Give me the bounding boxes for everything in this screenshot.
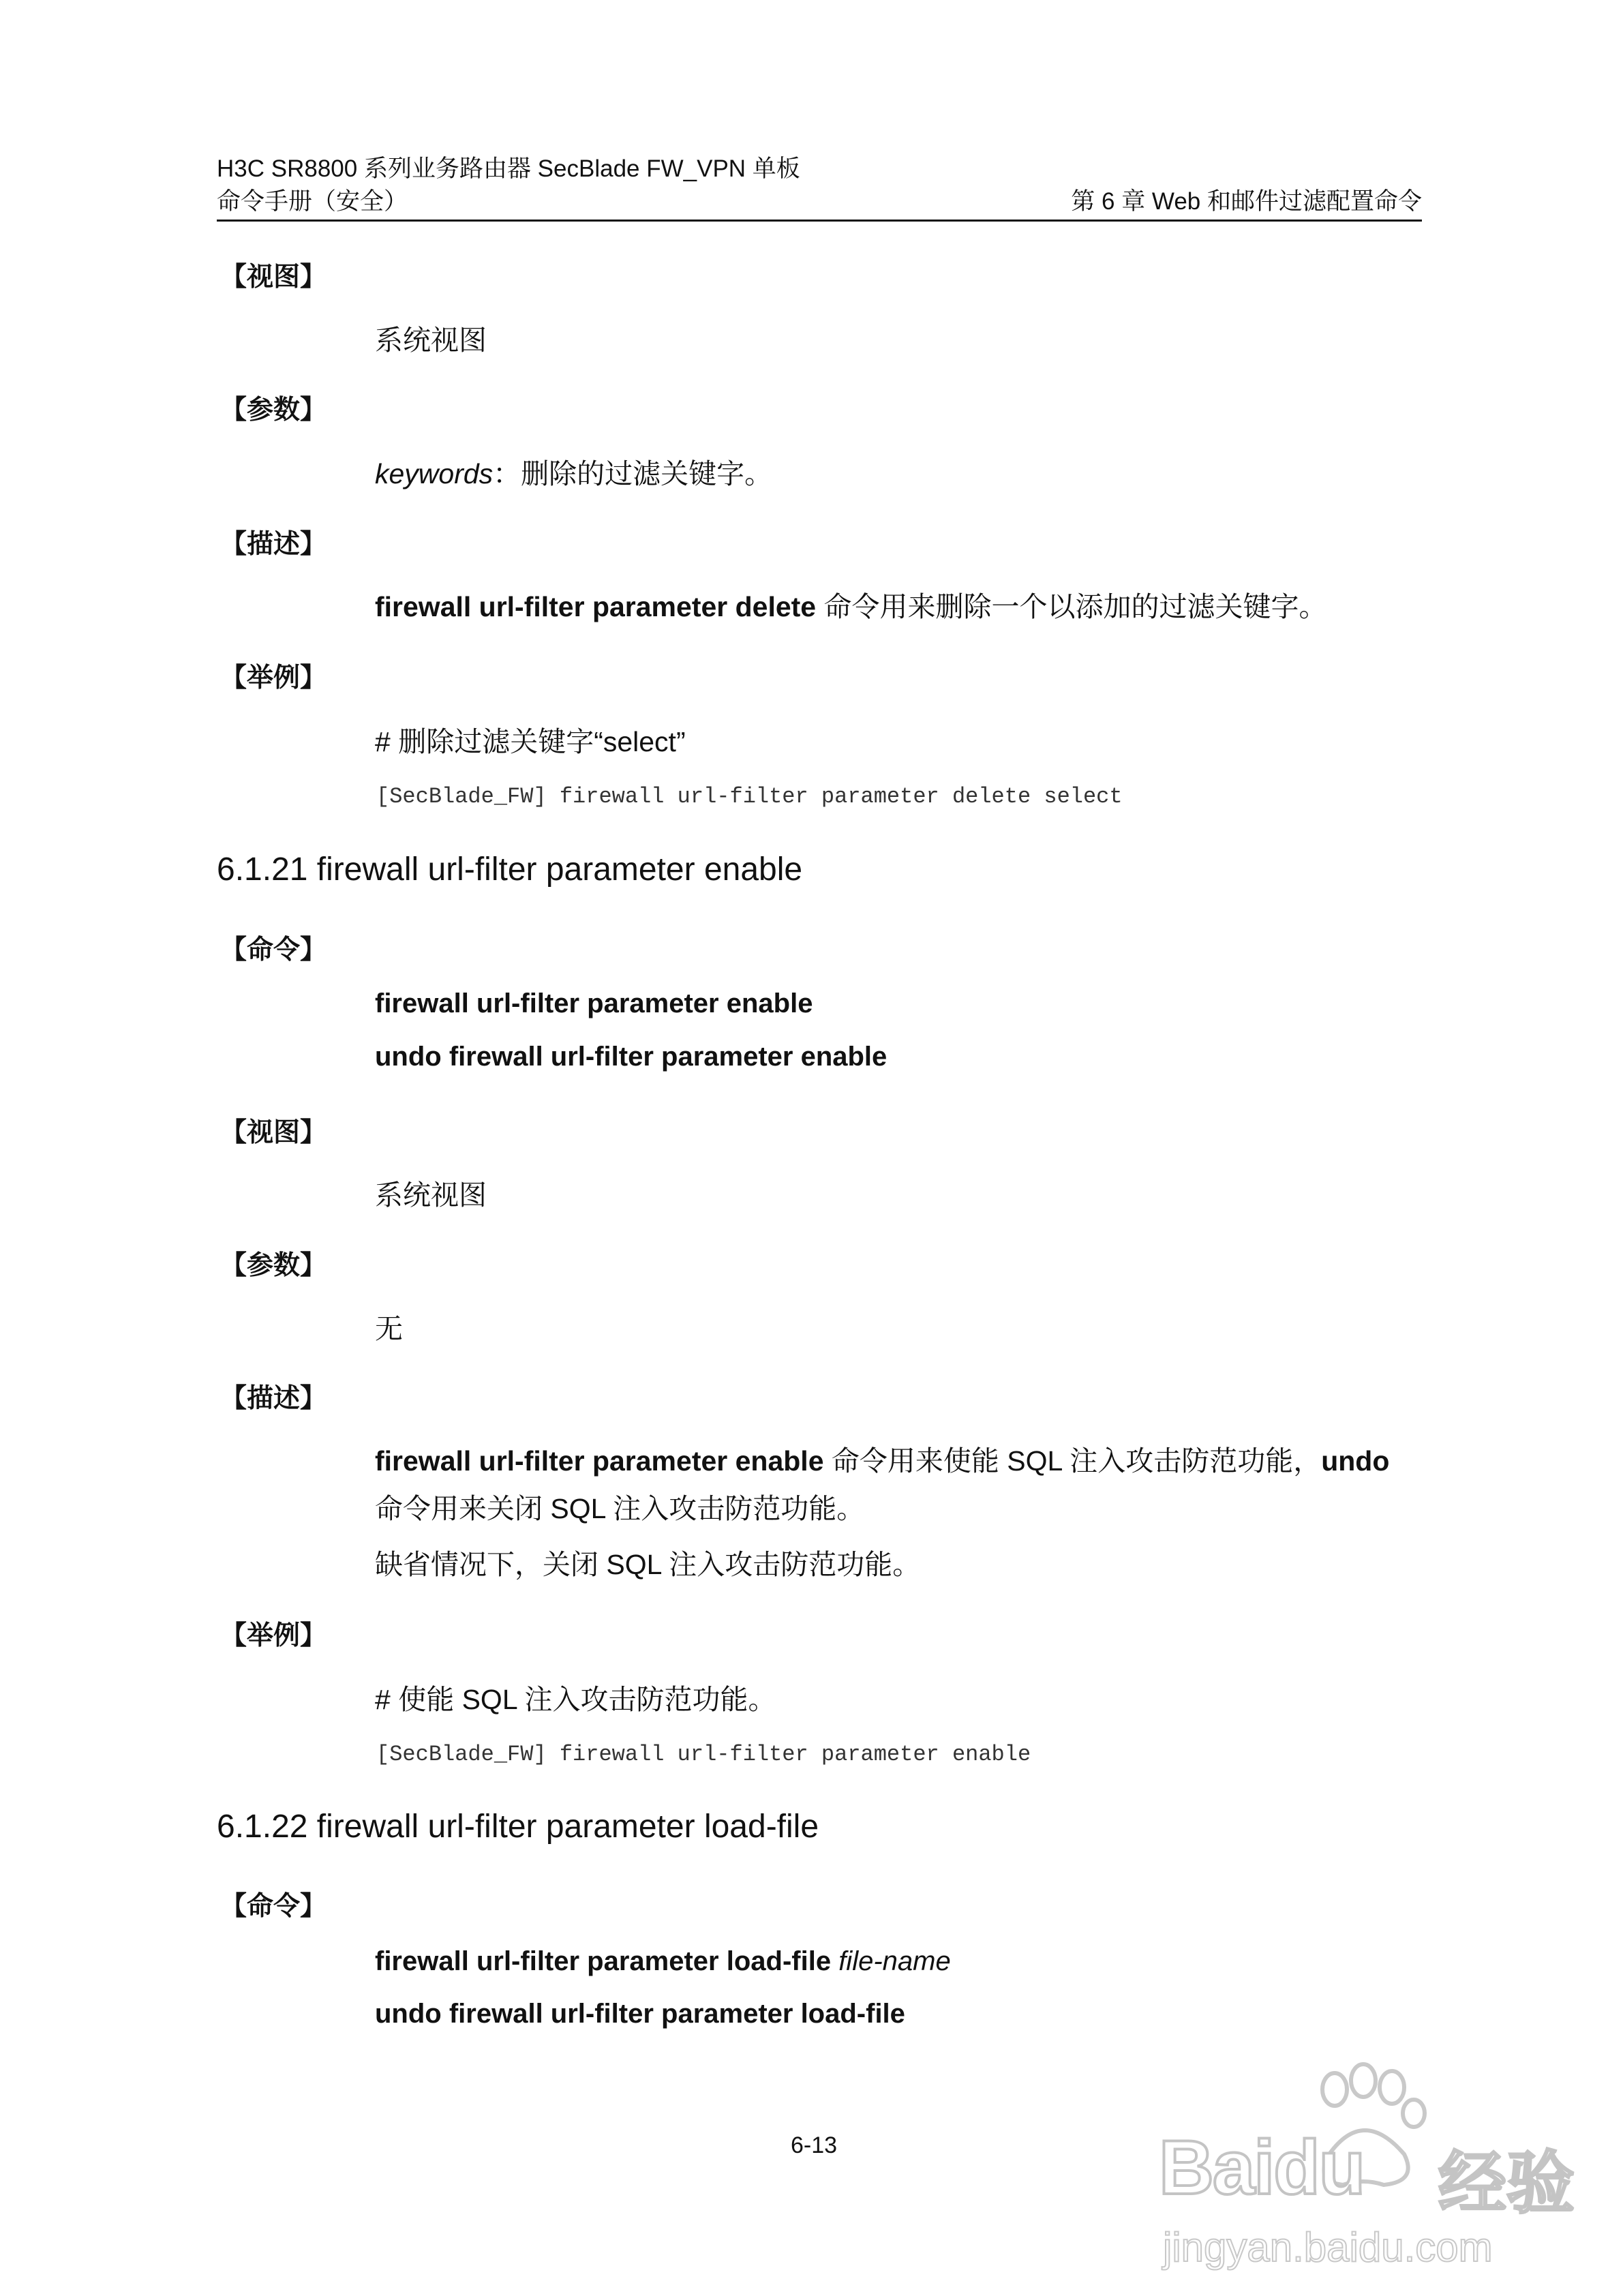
example-heading: 【举例】: [220, 663, 327, 693]
param-name: keywords: [375, 458, 494, 489]
desc-command: firewall url-filter parameter delete: [375, 591, 817, 622]
params-heading: 【参数】: [220, 395, 327, 425]
example-heading: 【举例】: [220, 1621, 327, 1650]
command-load-file-arg: file-name: [838, 1946, 951, 1976]
command-heading: 【命令】: [220, 1892, 327, 1921]
desc-command: firewall url-filter parameter enable: [375, 1445, 824, 1477]
watermark-brand: Baidu: [1159, 2125, 1365, 2210]
desc-line: [375, 584, 1327, 624]
command-heading: 【命令】: [220, 935, 327, 965]
command-enable: firewall url-filter parameter enable: [375, 988, 813, 1018]
desc-undo: undo: [1321, 1445, 1390, 1477]
watermark-url: jingyan.baidu.com: [1163, 2224, 1493, 2270]
desc-heading: 【描述】: [220, 1384, 327, 1413]
desc-line-2: 命令用来关闭 SQL 注入攻击防范功能。: [375, 1493, 865, 1524]
command-undo-load-file: undo firewall url-filter parameter load-file: [375, 1999, 905, 2029]
command-undo-enable: undo firewall url-filter parameter enable: [375, 1042, 888, 1072]
example-code: [SecBlade_FW] firewall url-filter parameter enable: [376, 1742, 1031, 1767]
command-load-file-keyword: firewall url-filter parameter load-file: [375, 1946, 832, 1976]
params-text: 无: [375, 1313, 403, 1344]
desc-text-1: 命令用来使能 SQL 注入攻击防范功能，: [823, 1445, 1322, 1477]
page-number: 6-13: [791, 2132, 838, 2158]
example-comment: # 删除过滤关键字“select”: [375, 726, 686, 757]
command-load-file: [375, 1946, 951, 1977]
param-line: [375, 451, 772, 492]
header-chapter: 第 6 章 Web 和邮件过滤配置命令: [1071, 188, 1422, 215]
desc-heading: 【描述】: [220, 530, 327, 559]
header-title: H3C SR8800 系列业务路由器 SecBlade FW_VPN 单板: [217, 155, 800, 182]
view-text: 系统视图: [375, 1179, 487, 1211]
param-desc: ：删除的过滤关键字。: [493, 458, 773, 489]
desc-line-1: [375, 1438, 1389, 1479]
header-subtitle: 命令手册（安全）: [217, 188, 408, 215]
view-heading: 【视图】: [220, 262, 327, 292]
watermark-cn: 经验: [1438, 2145, 1575, 2222]
header-divider: [217, 220, 1422, 222]
section-heading-6-1-21: 6.1.21 firewall url-filter parameter enable: [217, 851, 803, 888]
baidu-jingyan-watermark: [1159, 2052, 1581, 2277]
desc-default: 缺省情况下，关闭 SQL 注入攻击防范功能。: [375, 1549, 921, 1580]
example-code: [SecBlade_FW] firewall url-filter parameter delete select: [376, 784, 1123, 809]
view-heading: 【视图】: [220, 1118, 327, 1147]
desc-text: 命令用来删除一个以添加的过滤关键字。: [816, 591, 1327, 622]
params-heading: 【参数】: [220, 1251, 327, 1280]
section-heading-6-1-22: 6.1.22 firewall url-filter parameter load-file: [217, 1809, 819, 1845]
example-comment: # 使能 SQL 注入攻击防范功能。: [375, 1684, 776, 1715]
view-text: 系统视图: [375, 324, 487, 356]
